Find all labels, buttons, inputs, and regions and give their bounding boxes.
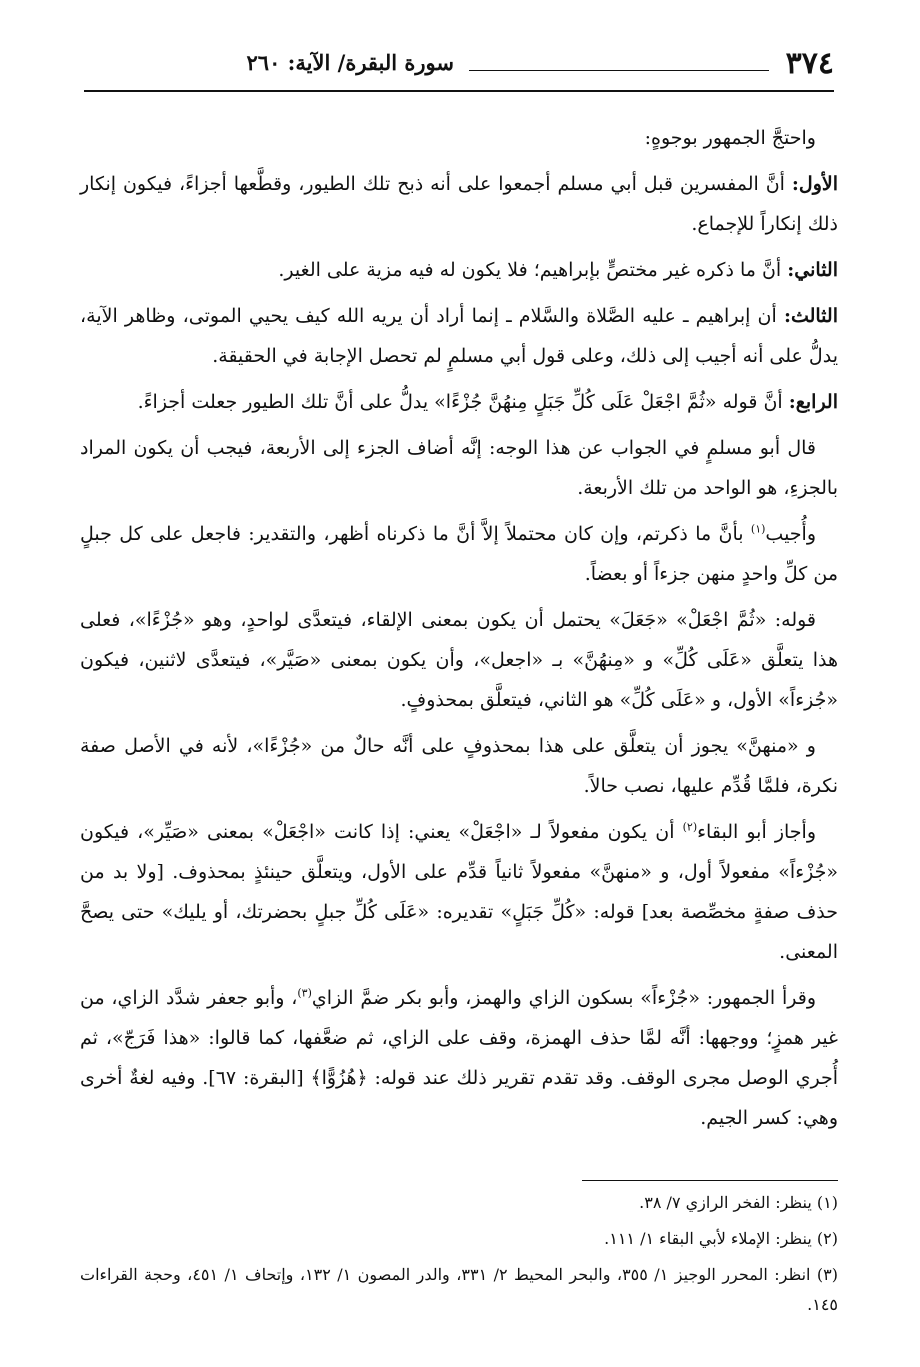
paragraph: قوله: «ثُمَّ اجْعَلْ» «جَعَلَ» يحتمل أن يكون بمعنى الإلقاء، فيتعدَّى لواحدٍ، وهو «جُزْءًا»، فعلى هذا يتعلَّق «عَلَى كُلِّ» و «مِنهُنَّ» بـ «اجعل»، وأن يكون بمعنى «صَيَّر»، فيتعدَّى لاثنين، فيكون «جُزءاً» الأول، و «عَلَى كُلِّ» هو الثاني، فيتعلَّق بمحذوفٍ. (80, 609, 838, 711)
page-number: ٣٧٤ (785, 46, 834, 81)
body-text (80, 118, 838, 1144)
footnote: (٣) انظر: المحرر الوجيز ١/ ٣٥٥، والبحر المحيط ٢/ ٣٣١، والدر المصون ١/ ١٣٢، وإتحاف ١/ ٤٥١، وحجة القراءات ١٤٥. (80, 1265, 839, 1314)
header-divider (84, 90, 834, 92)
footnote-ref[interactable]: (٣) (297, 986, 312, 1000)
paragraph: و «منهنَّ» يجوز أن يتعلَّق على هذا بمحذوفٍ على أنَّه حالٌ من «جُزْءًا»، لأنه في الأصل صفة نكرة، فلمَّا قُدِّم عليها، نصب حالاً. (80, 735, 838, 797)
page-header (84, 40, 834, 90)
paragraph-label: الثالث: (783, 305, 838, 327)
footnote: (١) ينظر: الفخر الرازي ٧/ ٣٨. (639, 1193, 838, 1212)
header-rule (469, 70, 769, 71)
footnote: (٢) ينظر: الإملاء لأبي البقاء ١/ ١١١. (604, 1229, 838, 1248)
paragraph-third: الثالث: أن إبراهيم ـ عليه الصَّلاة والسَّلام ـ إنما أراد أن يريه الله كيف يحيي الموتى، وظاهر الآية، يدلُّ على أنه أجيب إلى ذلك، وعلى قول أبي مسلمٍ لم تحصل الإجابة في الحقيقة. (80, 305, 838, 367)
paragraph-fourth: الرابع: أنَّ قوله «ثُمَّ اجْعَلْ عَلَى كُلِّ جَبَلٍ مِنهُنَّ جُزْءًا» يدلُّ على أنَّ تلك الطيور جعلت أجزاءً. (137, 391, 838, 413)
paragraph: وقرأ الجمهور: «جُزْءاً» بسكون الزاي والهمز، وأبو بكر ضمَّ الزاي$^{(٣)}$، وأبو جعفر شدَّد الزاي، من غير همزٍ؛ ووجهها: أنَّه لمَّا حذف الهمزة، وقف على الزاي، ثم ضعَّفها، كما قالوا: «هذا فَرَجّ»، ثم أُجري الوصل مجرى الوقف. وقد تقدم تقرير ذلك عند قوله: ﴿هُزُوًّا﴾ [البقرة: ٦٧]. وفيه لغةٌ أخرى وهي: كسر الجيم. (80, 986, 838, 1129)
paragraph-second: الثاني: أنَّ ما ذكره غير مختصٍّ بإبراهيم؛ فلا يكون له فيه مزية على الغير. (278, 259, 838, 281)
paragraph: وأُجيب$^{(١)}$ بأنَّ ما ذكرتم، وإن كان محتملاً إلاَّ أنَّ ما ذكرناه أظهر، والتقدير: فاجعل على كل جبلٍ من كلِّ واحدٍ منهن جزءاً أو بعضاً. (80, 522, 838, 585)
paragraph-first: الأول: أنَّ المفسرين قبل أبي مسلم أجمعوا على أنه ذبح تلك الطيور، وقطَّعها أجزاءً، فيكون إنكار ذلك إنكاراً للإجماع. (80, 173, 838, 235)
header-title: سورة البقرة/ الآية: ٢٦٠ (246, 50, 454, 75)
paragraph: وأجاز أبو البقاء$^{(٢)}$ أن يكون مفعولاً لـ «اجْعَلْ» يعني: إذا كانت «اجْعَلْ» بمعنى «صَيِّر»، فيكون «جُزْءاً» مفعولاً أول، و «منهنَّ» مفعولاً ثانياً قدِّم على الأول، ويتعلَّق حينئذٍ بمحذوف. [ولا بد من حذف صفةٍ مخصِّصة بعد] قوله: «كُلِّ جَبَلٍ» تقديره: «عَلَى كُلِّ جبلٍ بحضرتك، أو يليك» حتى يصحَّ المعنى. (80, 820, 838, 963)
footnote-divider (582, 1180, 838, 1181)
footnote-ref[interactable]: (١) (750, 522, 766, 536)
paragraph: واحتجَّ الجمهور بوجوهٍ: (644, 127, 816, 149)
footnotes (80, 1188, 838, 1326)
paragraph-label: الرابع: (788, 391, 838, 413)
paragraph-label: الأول: (791, 173, 838, 195)
footnote-ref[interactable]: (٢) (682, 820, 698, 834)
paragraph-label: الثاني: (787, 259, 838, 281)
paragraph: قال أبو مسلمٍ في الجواب عن هذا الوجه: إنَّه أضاف الجزء إلى الأربعة، فيجب أن يكون المراد بالجزءِ، هو الواحد من تلك الأربعة. (80, 437, 838, 499)
